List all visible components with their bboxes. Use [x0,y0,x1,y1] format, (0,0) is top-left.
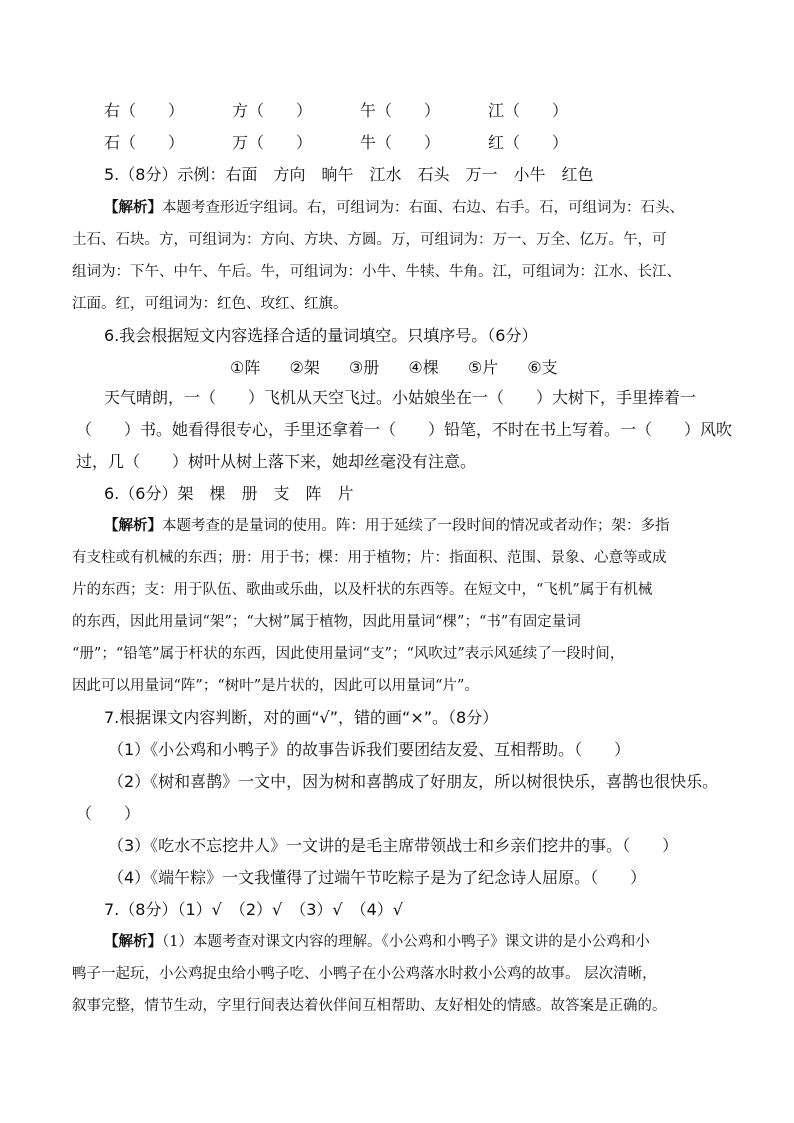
analysis-tag: 【解析】 [104,933,162,950]
option: ①阵 [230,358,261,377]
analysis-text: （1）本题考查对课文内容的理解。《小公鸡和小鸭子》课文讲的是小公鸡和小 [162,934,650,950]
q6-analysis-line-2: 有支柱或有机械的东西；册：用于书；棵：用于植物；片：指面积、范围、景象、心意等或成 [72,550,667,566]
q6-title: 6.我会根据短文内容选择合适的量词填空。只填序号。（6分） [104,326,538,345]
q7-analysis-line-3: 叙事完整，情节生动，字里行间表达着伙伴间互相帮助、友好相处的情感。故答案是正确的。 [72,998,667,1014]
grid-cell: 江（ ） [488,101,569,120]
option: ④棵 [408,358,439,377]
q6-passage-line-3: 过，几（ ）树叶从树上落下来，她却丝毫没有注意。 [76,452,477,471]
q7-analysis-line-2: 鸭子一起玩，小公鸡捉虫给小鸭子吃、小鸭子在小公鸡落水时救小公鸡的故事。 层次清晰， [72,966,657,982]
q7-answer: 7.（8分）（1）√ （2）√ （3）√ （4）√ [104,900,403,919]
q7-item-1: （1）《小公鸡和小鸭子》的故事告诉我们要团结友爱、互相帮助。（ ） [108,740,631,759]
analysis-text: 本题考查形近字组词。右，可组词为：右面、右边、右手。石，可组词为：石头、 [162,200,684,216]
grid-cell: 方（ ） [232,101,313,120]
grid-cell: 牛（ ） [360,133,441,152]
analysis-tag: 【解析】 [104,199,162,216]
q7-item-4: （4）《端午粽》一文我懂得了过端午节吃粽子是为了纪念诗人屈原。（ ） [108,868,647,887]
q6-analysis-line-5: “册”；“铅笔”属于杆状的东西，因此使用量词“支”；“风吹过”表示风延续了一段时间， [72,646,625,662]
q6-options [230,355,582,378]
option: ②架 [289,358,320,377]
q5-analysis-line-3: 组词为：下午、中午、午后。牛，可组词为：小牛、牛犊、牛角。江，可组词为：江水、长江、 [72,264,681,280]
grid-cell: 右（ ） [104,101,185,120]
q6-passage-line-1: 天气晴朗，一（ ）飞机从天空飞过。小姑娘坐在一（ ）大树下，手里捧着一 [104,388,697,407]
option: ③册 [348,358,380,377]
q5-analysis-line-4: 江面。红，可组词为：红色、玫红、红旗。 [72,296,348,312]
q6-passage-line-2: （ ）书。她看得很专心，手里还拿着一（ ）铅笔，不时在书上写着。一（ ）风吹 [76,420,733,439]
q5-analysis-line-1 [104,198,684,218]
grid-cell: 红（ ） [488,133,569,152]
q6-answer: 6.（6分）架 棵 册 支 阵 片 [104,484,354,503]
q6-analysis-line-3: 片的东西；支：用于队伍、歌曲或乐曲，以及杆状的东西等。在短文中，“飞机”属于有机械 [72,582,653,598]
analysis-tag: 【解析】 [104,517,162,534]
q6-analysis-line-1 [104,516,670,536]
option: ⑤片 [467,358,499,377]
grid-cell: 万（ ） [232,133,313,152]
q5-analysis-line-2: 土石、石块。方，可组词为：方向、方块、方圆。万，可组词为：万一、万全、亿万。午，可 [72,232,667,248]
analysis-text: 本题考查的是量词的使用。阵：用于延续了一段时间的情况或者动作；架：多指 [162,518,670,534]
q7-analysis-line-1 [104,932,650,952]
q7-item-3: （3）《吃水不忘挖井人》一文讲的是毛主席带领战士和乡亲们挖井的事。（ ） [108,836,679,855]
q7-item-2-blank: （ ） [76,804,141,823]
grid-cell: 午（ ） [360,101,441,120]
q7-item-2: （2）《树和喜鹊》一文中，因为树和喜鹊成了好朋友，所以树很快乐，喜鹊也很快乐。 [108,772,719,791]
q5-answer: 5.（8分）示例：右面 方向 晌午 江水 石头 万一 小牛 红色 [104,165,594,184]
q6-analysis-line-4: 的东西，因此用量词“架”；“大树”属于植物，因此用量词“棵”；“书”有固定量词 [72,614,581,630]
grid-cell: 石（ ） [104,133,185,152]
q7-title: 7.根据课文内容判断，对的画“√”，错的画“×”。（8分） [104,708,499,727]
q6-analysis-line-6: 因此可以用量词“阵”；“树叶”是片状的，因此可以用量词“片”。 [72,678,479,694]
option: ⑥支 [527,358,558,377]
